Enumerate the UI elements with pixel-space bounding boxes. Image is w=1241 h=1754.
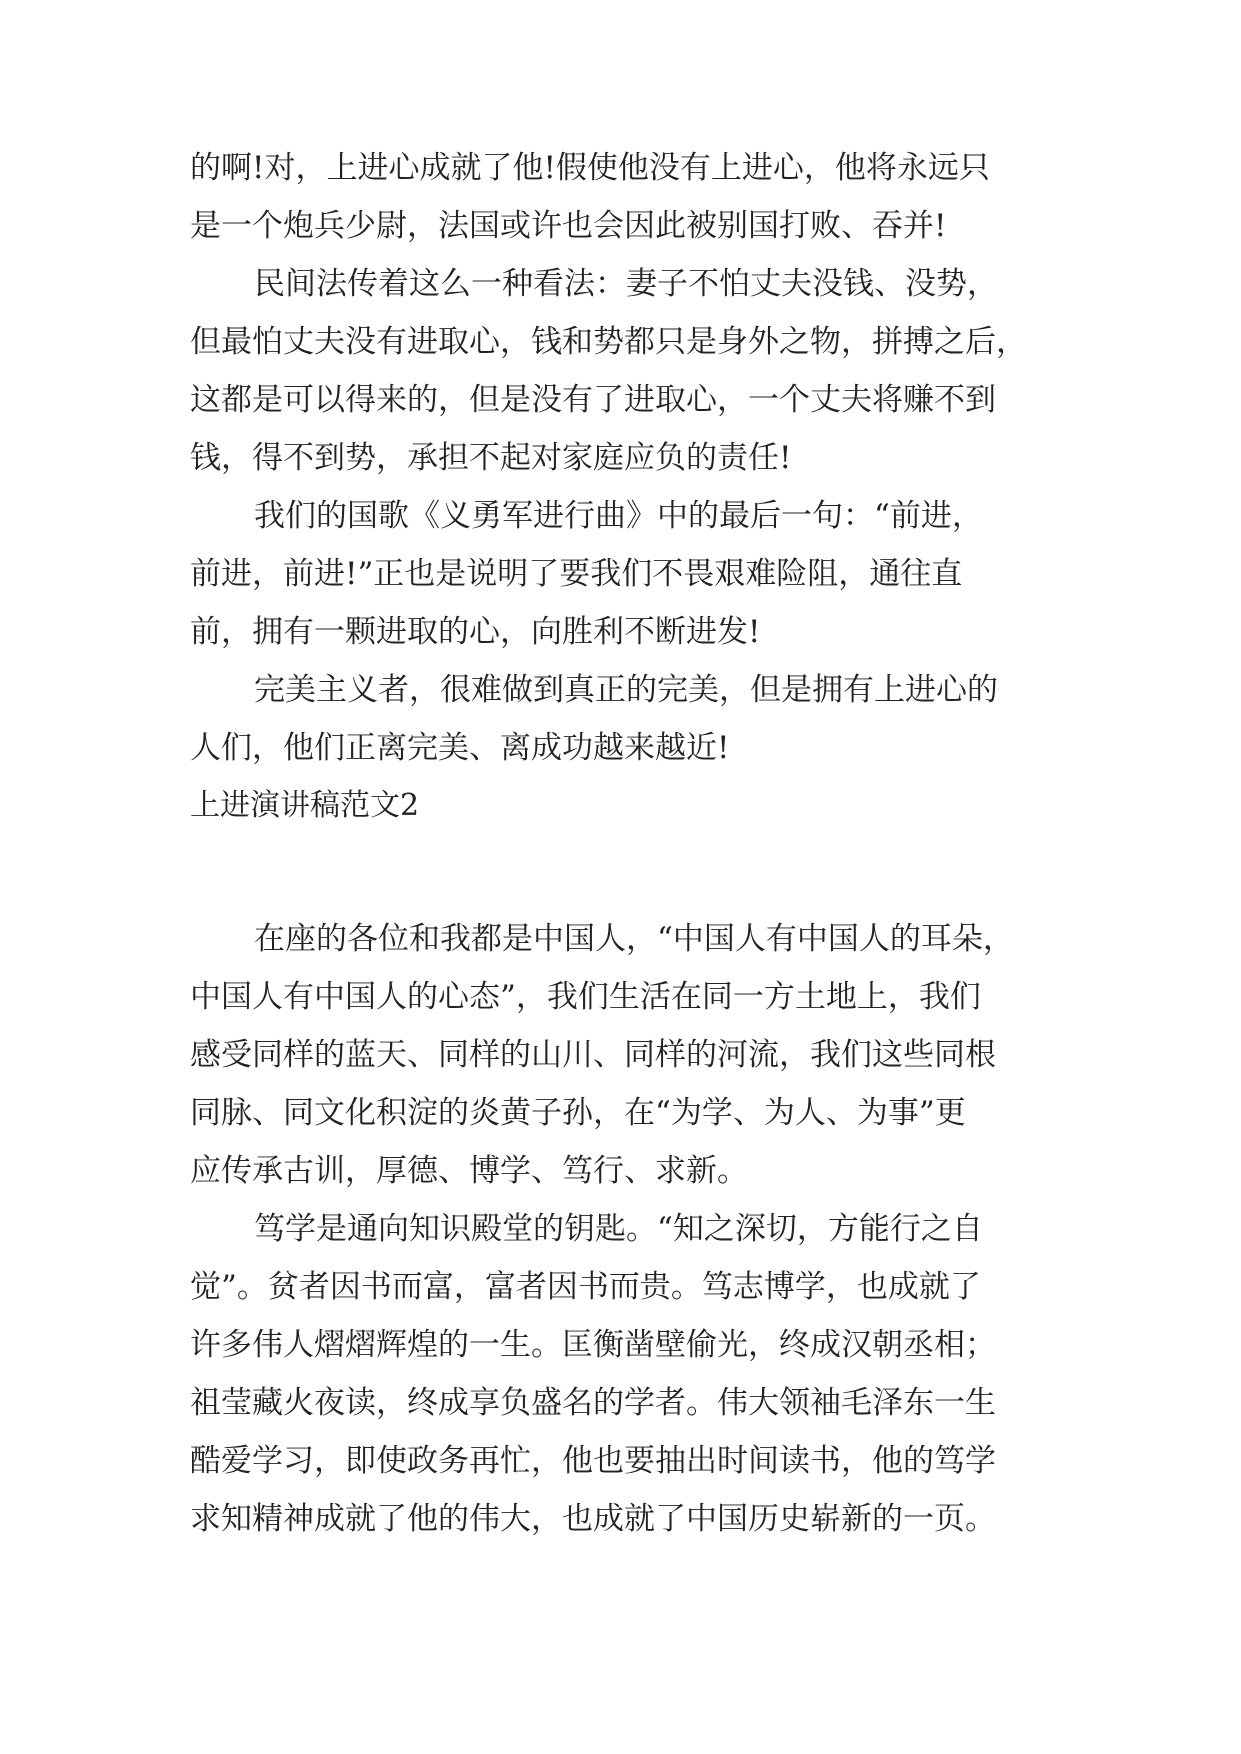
body-section-1 (190, 139, 1070, 835)
paragraph-line: 求知精神成就了他的伟大，也成就了中国历史崭新的一页。 (190, 1501, 996, 1537)
paragraph-line: 中国人有中国人的心态”，我们生活在同一方土地上，我们 (190, 979, 981, 1015)
paragraph-line: 前，拥有一颗进取的心，向胜利不断进发! (190, 614, 761, 650)
paragraph-line: 是一个炮兵少尉，法国或许也会因此被别国打败、吞并! (190, 208, 947, 244)
paragraph-line: 觉”。贫者因书而富，富者因书而贵。笃志博学，也成就了 (190, 1269, 981, 1305)
paragraph-line: 钱，得不到势，承担不起对家庭应负的责任! (190, 440, 792, 476)
body-section-2 (190, 910, 1070, 1548)
paragraph-line: 完美主义者，很难做到真正的完美，但是拥有上进心的 (254, 672, 998, 708)
paragraph-line: 应传承古训，厚德、博学、笃行、求新。 (190, 1153, 748, 1189)
paragraph-line: 同脉、同文化积淀的炎黄子孙，在“为学、为人、为事”更 (190, 1095, 966, 1131)
paragraph-line: 许多伟人熠熠辉煌的一生。匡衡凿壁偷光，终成汉朝丞相； (190, 1327, 996, 1363)
paragraph-line: 前进，前进!”正也是说明了要我们不畏艰难险阻，通往直 (190, 556, 963, 592)
paragraph-line: 祖莹藏火夜读，终成享负盛名的学者。伟大领袖毛泽东一生 (190, 1385, 996, 1421)
paragraph-line: 的啊!对，上进心成就了他!假使他没有上进心，他将永远只 (190, 150, 990, 186)
paragraph-line: 人们，他们正离完美、离成功越来越近! (190, 730, 730, 766)
paragraph-line: 但最怕丈夫没有进取心，钱和势都只是身外之物，拼搏之后， (190, 324, 1027, 360)
paragraph-line: 这都是可以得来的，但是没有了进取心，一个丈夫将赚不到 (190, 382, 996, 418)
paragraph-line: 笃学是通向知识殿堂的钥匙。“知之深切，方能行之自 (254, 1211, 983, 1247)
paragraph-line: 在座的各位和我都是中国人，“中国人有中国人的耳朵， (254, 921, 1014, 957)
paragraph-line: 感受同样的蓝天、同样的山川、同样的河流，我们这些同根 (190, 1037, 996, 1073)
paragraph-line: 酷爱学习，即使政务再忙，他也要抽出时间读书，他的笃学 (190, 1443, 996, 1479)
paragraph-line: 民间法传着这么一种看法：妻子不怕丈夫没钱、没势， (254, 266, 998, 302)
paragraph-line: 我们的国歌《义勇军进行曲》中的最后一句：“前进， (254, 498, 983, 534)
section-heading: 上进演讲稿范文2 (190, 788, 420, 823)
